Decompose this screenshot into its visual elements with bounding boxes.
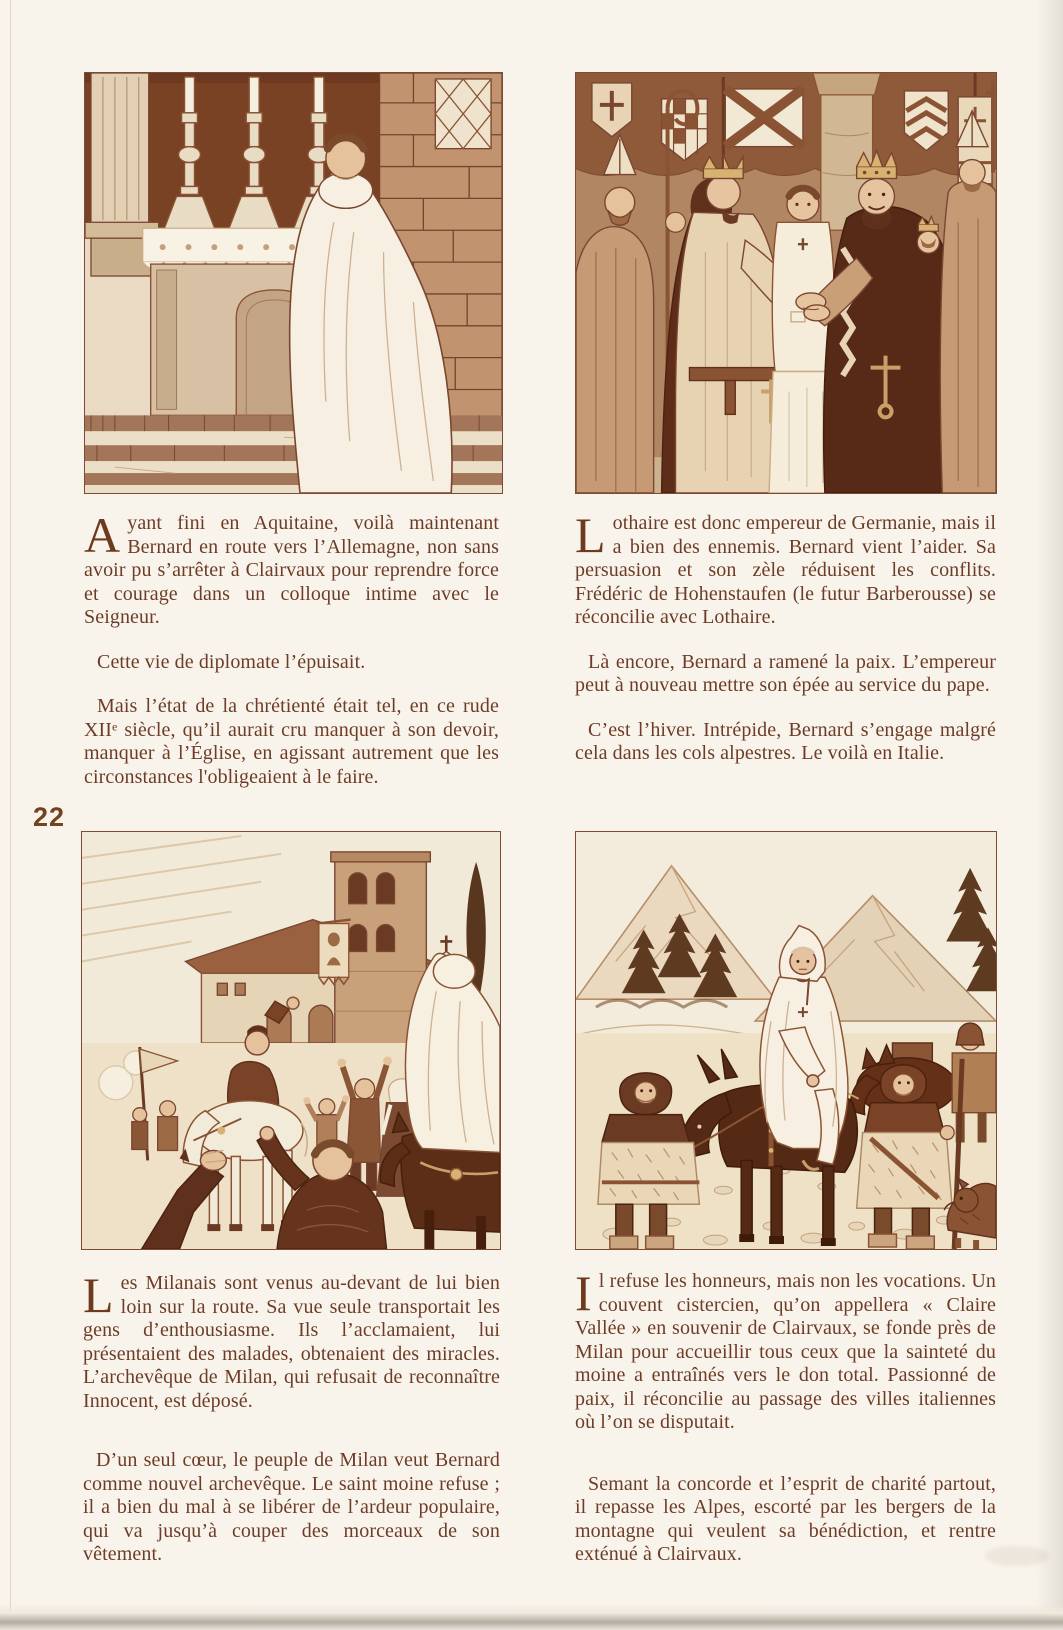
- drop-cap: L: [83, 1267, 114, 1323]
- paragraph: [84, 507, 499, 630]
- paragraph: C’est l’hiver. Intrépide, Bernard s’engage malgré cela dans les cols alpestres. Le voilà en Italie.: [575, 718, 996, 764]
- illustration-milan-svg: [82, 832, 500, 1249]
- paragraph: Semant la concorde et l’esprit de charité partout, il repasse les Alpes, escorté par les bergers de la montagne qui veulent sa bénédiction, et rentre exténué à Clairvaux.: [575, 1472, 996, 1565]
- illustration-alpes: [575, 831, 997, 1250]
- text-block-milanais: [83, 1267, 500, 1567]
- drop-cap: I: [575, 1265, 592, 1321]
- text-block-vocations: [575, 1265, 996, 1567]
- drop-cap: A: [84, 507, 121, 563]
- saint-banner: [317, 920, 351, 985]
- paragraph-text: es Milanais sont venus au-devant de lui bien loin sur la route. Sa vue seule transportait les gens d’enthousiasme. Ils l’acclamaient, lui présentaient des malades, obtenaient des miracles. L’archevêque de Milan, qui refusait de reconnaître Innocent, est déposé.: [83, 1272, 500, 1412]
- drop-cap: L: [575, 507, 606, 563]
- scan-edge-left: [10, 0, 11, 1630]
- scan-edge-bottom: [0, 1604, 1063, 1630]
- illustration-milan: [81, 831, 501, 1250]
- paragraph-text: yant fini en Aquitaine, voilà maintenant Bernard en route vers l’Allemagne, non sans avoir pu s’arrêter à Clairvaux pour reprendre force et courage dans un colloque intime avec le Seigneur.: [84, 512, 499, 628]
- paragraph: Là encore, Bernard a ramené la paix. L’empereur peut à nouveau mettre son épée au service du pape.: [575, 650, 996, 696]
- paragraph: [83, 1267, 500, 1413]
- illustration-altar: [84, 72, 503, 494]
- illustration-alpes-svg: [576, 832, 996, 1249]
- paragraph: [575, 507, 996, 630]
- paragraph-text: l refuse les honneurs, mais non les vocations. Un couvent cistercien, qu’on appellera « Claire Vallée » en souvenir de Clairvaux, se fonde près de Milan pour accueillir tous ceux que la sainteté du moine a entraînés vers le don total. Passionné de paix, il réconcilie au passage des villes italiennes où l’on se disputait.: [575, 1270, 996, 1433]
- page-number: 22: [33, 802, 66, 832]
- illustration-altar-svg: [85, 73, 502, 493]
- paragraph: [575, 1265, 996, 1435]
- text-block-aquitaine: [84, 507, 499, 789]
- text-block-lothaire: [575, 507, 996, 766]
- paragraph: D’un seul cœur, le peuple de Milan veut Bernard comme nouvel archevêque. Le saint moine refuse ; il a bien du mal à se libérer de l’ardeur populaire, qui va jusqu’à couper des morceaux de son vêtement.: [83, 1449, 500, 1565]
- illustration-reconciliation: [575, 72, 997, 494]
- paragraph: Mais l’état de la chrétienté était tel, en ce rude XIIᵉ siècle, qu’il aurait cru manquer à son devoir, manquer à l’Église, en agissant autrement que les circonstances l'obligeaient à le faire.: [84, 695, 499, 788]
- paragraph: Cette vie de diplomate l’épuisait.: [97, 650, 366, 673]
- scan-edge-right: [1035, 0, 1063, 1630]
- paragraph-text: othaire est donc empereur de Germanie, mais il a bien des ennemis. Bernard vient l’aider. Sa persuasion et son zèle réduisent les conflits. Frédéric de Hohenstaufen (le futur Barberousse) se réconcilie avec Lothaire.: [575, 512, 996, 628]
- illustration-reconciliation-svg: [576, 73, 996, 493]
- background-face: [666, 212, 686, 232]
